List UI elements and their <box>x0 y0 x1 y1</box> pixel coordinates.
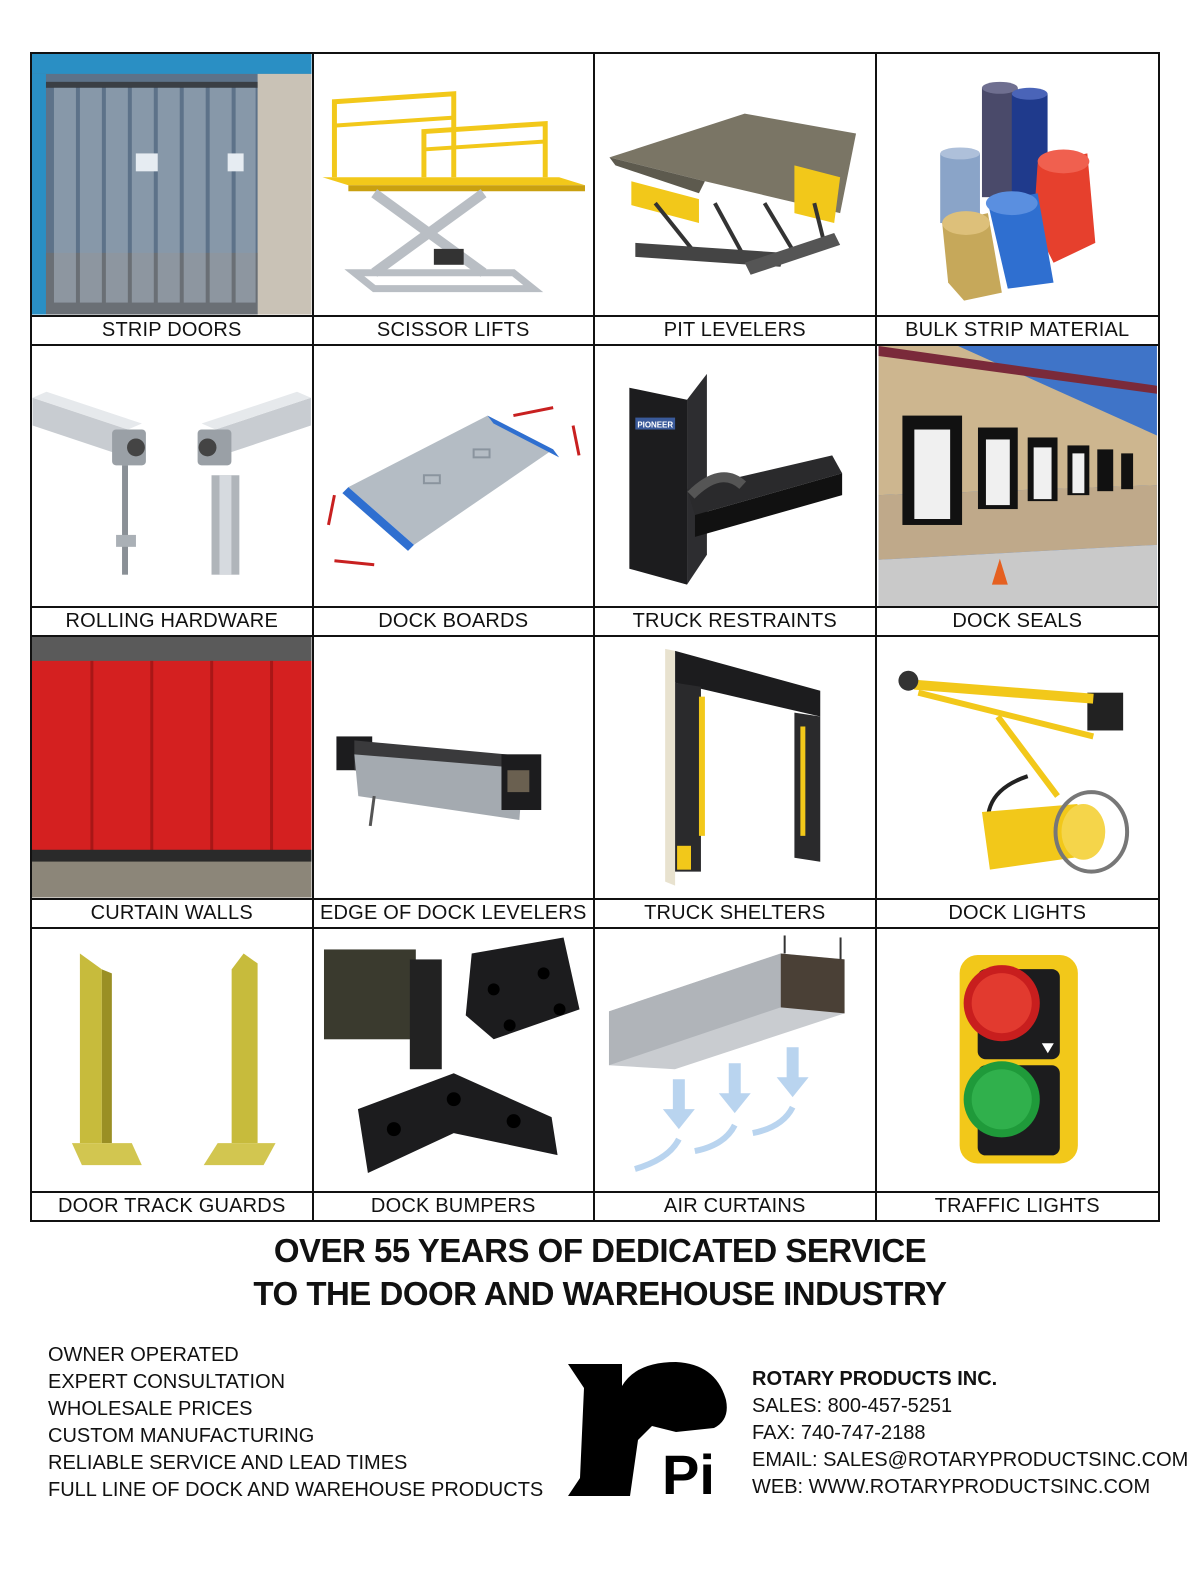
feature-item: OWNER OPERATED <box>48 1344 239 1366</box>
curtain-wall-photo <box>32 637 312 898</box>
product-label: DOCK BUMPERS <box>314 1191 594 1220</box>
dock-seal-photo <box>877 346 1159 607</box>
strip-door-photo <box>32 54 312 315</box>
web-link[interactable]: WEB: WWW.ROTARYPRODUCTSINC.COM <box>752 1476 1151 1498</box>
feature-item: RELIABLE SERVICE AND LEAD TIMES <box>48 1452 408 1474</box>
product-cell <box>595 54 877 346</box>
product-cell <box>877 346 1159 638</box>
product-cell <box>32 637 314 929</box>
logo-suffix: Pi <box>662 1443 715 1500</box>
product-label: EDGE OF DOCK LEVELERS <box>314 898 594 927</box>
product-cell <box>877 929 1159 1221</box>
truck-restraint-photo <box>595 346 875 607</box>
email-link[interactable]: EMAIL: SALES@ROTARYPRODUCTSINC.COM <box>752 1449 1189 1471</box>
product-label: AIR CURTAINS <box>595 1191 875 1220</box>
feature-item: FULL LINE OF DOCK AND WAREHOUSE PRODUCTS <box>48 1479 544 1501</box>
product-label: CURTAIN WALLS <box>32 898 312 927</box>
product-label: TRUCK SHELTERS <box>595 898 875 927</box>
product-label: STRIP DOORS <box>32 315 312 344</box>
dock-bumper-photo <box>314 929 594 1192</box>
product-label: BULK STRIP MATERIAL <box>877 315 1159 344</box>
product-cell <box>32 929 314 1221</box>
product-cell <box>32 54 314 346</box>
company-name: ROTARY PRODUCTS INC. <box>752 1368 998 1390</box>
product-cell <box>877 54 1159 346</box>
truck-shelter-photo <box>595 637 875 898</box>
product-label: ROLLING HARDWARE <box>32 606 312 635</box>
product-label: DOCK SEALS <box>877 606 1159 635</box>
rpi-logo <box>566 1360 736 1500</box>
dock-light-photo <box>877 637 1159 898</box>
product-cell <box>32 346 314 638</box>
feature-item: WHOLESALE PRICES <box>48 1398 253 1420</box>
product-cell <box>595 346 877 638</box>
product-cell <box>877 637 1159 929</box>
product-label: PIT LEVELERS <box>595 315 875 344</box>
product-cell <box>595 929 877 1221</box>
edge-of-dock-leveler-photo <box>314 637 594 898</box>
headline-line-1: OVER 55 YEARS OF DEDICATED SERVICE <box>273 1232 927 1269</box>
scissor-lift-photo <box>314 54 594 315</box>
pit-leveler-photo <box>595 54 875 315</box>
feature-list <box>48 1342 543 1504</box>
fax-number: FAX: 740-747-2188 <box>752 1422 926 1444</box>
product-cell <box>314 54 596 346</box>
air-curtain-photo <box>595 929 875 1192</box>
product-label: DOOR TRACK GUARDS <box>32 1191 312 1220</box>
contact-block <box>752 1366 1188 1501</box>
strip-roll-photo <box>877 54 1159 315</box>
rolling-hardware-photo <box>32 346 312 607</box>
product-grid <box>30 52 1160 1222</box>
product-cell <box>595 637 877 929</box>
dock-board-photo <box>314 346 594 607</box>
headline-line-2: TO THE DOOR AND WAREHOUSE INDUSTRY <box>253 1275 947 1312</box>
product-cell <box>314 929 596 1221</box>
product-cell <box>314 346 596 638</box>
door-track-guard-photo <box>32 929 312 1192</box>
product-label: TRUCK RESTRAINTS <box>595 606 875 635</box>
truck-restraint-brand-text: PIONEER <box>637 420 674 430</box>
product-label: SCISSOR LIFTS <box>314 315 594 344</box>
product-cell <box>314 637 596 929</box>
traffic-light-photo <box>877 929 1159 1192</box>
product-label: DOCK LIGHTS <box>877 898 1159 927</box>
product-label: TRAFFIC LIGHTS <box>877 1191 1159 1220</box>
sales-phone: SALES: 800-457-5251 <box>752 1395 953 1417</box>
feature-item: EXPERT CONSULTATION <box>48 1371 286 1393</box>
feature-item: CUSTOM MANUFACTURING <box>48 1425 315 1447</box>
product-label: DOCK BOARDS <box>314 606 594 635</box>
